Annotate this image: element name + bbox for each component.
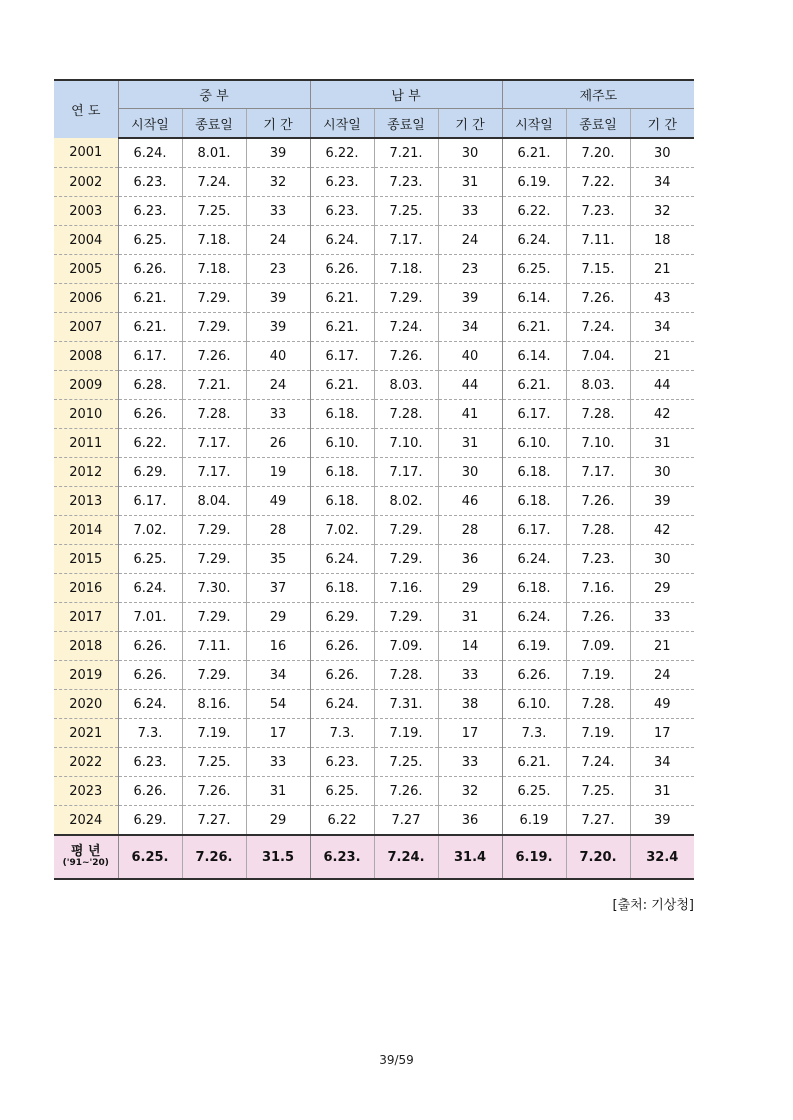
value-cell: 7.11. xyxy=(566,226,630,255)
value-cell: 8.03. xyxy=(566,371,630,400)
region-header-central: 중 부 xyxy=(118,80,310,109)
value-cell: 24 xyxy=(438,226,502,255)
value-cell: 6.29. xyxy=(118,806,182,836)
value-cell: 7.30. xyxy=(182,574,246,603)
value-cell: 6.23. xyxy=(118,748,182,777)
value-cell: 6.18. xyxy=(502,487,566,516)
value-cell: 37 xyxy=(246,574,310,603)
value-cell: 29 xyxy=(246,806,310,836)
value-cell: 7.16. xyxy=(374,574,438,603)
south-end-header: 종료일 xyxy=(374,109,438,139)
value-cell: 36 xyxy=(438,545,502,574)
value-cell: 29 xyxy=(246,603,310,632)
value-cell: 6.17. xyxy=(310,342,374,371)
value-cell: 23 xyxy=(246,255,310,284)
value-cell: 26 xyxy=(246,429,310,458)
jeju-duration-header: 기 간 xyxy=(630,109,694,139)
value-cell: 7.17. xyxy=(566,458,630,487)
value-cell: 6.23. xyxy=(310,197,374,226)
value-cell: 6.26. xyxy=(310,661,374,690)
value-cell: 7.04. xyxy=(566,342,630,371)
value-cell: 8.04. xyxy=(182,487,246,516)
value-cell: 7.18. xyxy=(374,255,438,284)
table-row xyxy=(54,603,694,632)
value-cell: 7.15. xyxy=(566,255,630,284)
value-cell: 7.29. xyxy=(182,516,246,545)
value-cell: 6.24. xyxy=(310,545,374,574)
value-cell: 6.17. xyxy=(118,487,182,516)
value-cell: 6.28. xyxy=(118,371,182,400)
value-cell: 7.29. xyxy=(182,284,246,313)
average-value-cell: 7.24. xyxy=(374,835,438,879)
value-cell: 6.26. xyxy=(118,777,182,806)
value-cell: 35 xyxy=(246,545,310,574)
value-cell: 30 xyxy=(438,458,502,487)
value-cell: 6.26. xyxy=(310,255,374,284)
value-cell: 7.26. xyxy=(566,487,630,516)
value-cell: 31 xyxy=(438,429,502,458)
value-cell: 7.26. xyxy=(374,777,438,806)
table-row xyxy=(54,371,694,400)
value-cell: 24 xyxy=(246,371,310,400)
value-cell: 30 xyxy=(630,138,694,168)
value-cell: 7.24. xyxy=(566,313,630,342)
value-cell: 7.28. xyxy=(566,516,630,545)
value-cell: 7.22. xyxy=(566,168,630,197)
value-cell: 7.17. xyxy=(374,226,438,255)
value-cell: 6.18. xyxy=(502,458,566,487)
value-cell: 7.17. xyxy=(182,429,246,458)
average-value-cell: 6.19. xyxy=(502,835,566,879)
value-cell: 6.21. xyxy=(502,138,566,168)
value-cell: 6.24. xyxy=(502,545,566,574)
value-cell: 6.26. xyxy=(118,400,182,429)
value-cell: 7.25. xyxy=(182,197,246,226)
year-cell: 2024 xyxy=(54,806,118,836)
value-cell: 6.21. xyxy=(310,284,374,313)
value-cell: 32 xyxy=(246,168,310,197)
value-cell: 6.24. xyxy=(310,690,374,719)
value-cell: 7.29. xyxy=(182,313,246,342)
value-cell: 6.24. xyxy=(118,574,182,603)
year-cell: 2001 xyxy=(54,138,118,168)
table-row xyxy=(54,574,694,603)
average-value-cell: 6.25. xyxy=(118,835,182,879)
value-cell: 6.21. xyxy=(502,371,566,400)
value-cell: 7.19. xyxy=(566,661,630,690)
value-cell: 7.28. xyxy=(374,400,438,429)
value-cell: 44 xyxy=(630,371,694,400)
value-cell: 6.10. xyxy=(310,429,374,458)
value-cell: 6.21. xyxy=(310,313,374,342)
value-cell: 28 xyxy=(246,516,310,545)
value-cell: 6.14. xyxy=(502,342,566,371)
table-row xyxy=(54,400,694,429)
value-cell: 7.17. xyxy=(374,458,438,487)
region-header-jeju: 제주도 xyxy=(502,80,694,109)
value-cell: 7.10. xyxy=(374,429,438,458)
year-cell: 2023 xyxy=(54,777,118,806)
table-row xyxy=(54,661,694,690)
value-cell: 33 xyxy=(438,661,502,690)
value-cell: 7.25. xyxy=(374,197,438,226)
average-value-cell: 31.4 xyxy=(438,835,502,879)
value-cell: 30 xyxy=(438,138,502,168)
value-cell: 33 xyxy=(630,603,694,632)
value-cell: 54 xyxy=(246,690,310,719)
value-cell: 39 xyxy=(630,806,694,836)
year-cell: 2015 xyxy=(54,545,118,574)
year-cell: 2004 xyxy=(54,226,118,255)
table-row xyxy=(54,545,694,574)
value-cell: 6.24. xyxy=(118,138,182,168)
value-cell: 41 xyxy=(438,400,502,429)
year-cell: 2016 xyxy=(54,574,118,603)
value-cell: 6.21. xyxy=(118,313,182,342)
value-cell: 31 xyxy=(630,777,694,806)
value-cell: 6.23. xyxy=(310,748,374,777)
year-cell: 2008 xyxy=(54,342,118,371)
value-cell: 39 xyxy=(246,138,310,168)
value-cell: 7.21. xyxy=(182,371,246,400)
value-cell: 6.17. xyxy=(118,342,182,371)
value-cell: 7.25. xyxy=(182,748,246,777)
value-cell: 33 xyxy=(246,748,310,777)
value-cell: 6.29. xyxy=(310,603,374,632)
year-cell: 2017 xyxy=(54,603,118,632)
value-cell: 6.14. xyxy=(502,284,566,313)
value-cell: 6.24. xyxy=(118,690,182,719)
value-cell: 43 xyxy=(630,284,694,313)
value-cell: 28 xyxy=(438,516,502,545)
value-cell: 38 xyxy=(438,690,502,719)
value-cell: 7.20. xyxy=(566,138,630,168)
value-cell: 7.17. xyxy=(182,458,246,487)
value-cell: 6.23. xyxy=(310,168,374,197)
average-period: ('91~'20) xyxy=(62,858,109,869)
year-cell: 2011 xyxy=(54,429,118,458)
source-note: [출처: 기상청] xyxy=(612,898,694,913)
value-cell: 36 xyxy=(438,806,502,836)
value-cell: 18 xyxy=(630,226,694,255)
monsoon-table xyxy=(54,79,694,880)
value-cell: 33 xyxy=(246,400,310,429)
value-cell: 7.26. xyxy=(566,284,630,313)
value-cell: 7.10. xyxy=(566,429,630,458)
table-header xyxy=(54,80,694,138)
value-cell: 7.11. xyxy=(182,632,246,661)
value-cell: 44 xyxy=(438,371,502,400)
value-cell: 6.21. xyxy=(502,748,566,777)
year-cell: 2003 xyxy=(54,197,118,226)
table-row xyxy=(54,806,694,836)
value-cell: 49 xyxy=(630,690,694,719)
value-cell: 7.3. xyxy=(118,719,182,748)
value-cell: 34 xyxy=(630,168,694,197)
table-row xyxy=(54,284,694,313)
value-cell: 7.29. xyxy=(182,545,246,574)
table-row xyxy=(54,777,694,806)
value-cell: 7.27. xyxy=(182,806,246,836)
value-cell: 24 xyxy=(630,661,694,690)
value-cell: 7.27. xyxy=(566,806,630,836)
table-row xyxy=(54,516,694,545)
value-cell: 8.02. xyxy=(374,487,438,516)
value-cell: 17 xyxy=(246,719,310,748)
value-cell: 6.24. xyxy=(310,226,374,255)
value-cell: 34 xyxy=(438,313,502,342)
value-cell: 6.22. xyxy=(310,138,374,168)
value-cell: 6.18. xyxy=(310,487,374,516)
value-cell: 6.19. xyxy=(502,168,566,197)
value-cell: 7.09. xyxy=(566,632,630,661)
table-row xyxy=(54,748,694,777)
value-cell: 6.25. xyxy=(502,255,566,284)
value-cell: 6.22 xyxy=(310,806,374,836)
value-cell: 7.09. xyxy=(374,632,438,661)
table-row xyxy=(54,255,694,284)
value-cell: 31 xyxy=(438,603,502,632)
value-cell: 6.25. xyxy=(118,545,182,574)
value-cell: 7.02. xyxy=(310,516,374,545)
value-cell: 19 xyxy=(246,458,310,487)
year-cell: 2021 xyxy=(54,719,118,748)
jeju-start-header: 시작일 xyxy=(502,109,566,139)
south-start-header: 시작일 xyxy=(310,109,374,139)
value-cell: 6.10. xyxy=(502,429,566,458)
value-cell: 39 xyxy=(246,313,310,342)
value-cell: 42 xyxy=(630,400,694,429)
value-cell: 6.10. xyxy=(502,690,566,719)
value-cell: 7.23. xyxy=(566,197,630,226)
year-cell: 2022 xyxy=(54,748,118,777)
table-row xyxy=(54,632,694,661)
value-cell: 6.18. xyxy=(310,574,374,603)
value-cell: 8.16. xyxy=(182,690,246,719)
value-cell: 6.25. xyxy=(118,226,182,255)
value-cell: 6.23. xyxy=(118,168,182,197)
region-header-south: 남 부 xyxy=(310,80,502,109)
value-cell: 31 xyxy=(438,168,502,197)
value-cell: 14 xyxy=(438,632,502,661)
value-cell: 7.18. xyxy=(182,226,246,255)
year-cell: 2020 xyxy=(54,690,118,719)
value-cell: 33 xyxy=(246,197,310,226)
value-cell: 7.28. xyxy=(182,400,246,429)
average-value-cell: 6.23. xyxy=(310,835,374,879)
value-cell: 6.26. xyxy=(502,661,566,690)
value-cell: 6.19 xyxy=(502,806,566,836)
value-cell: 7.29. xyxy=(374,603,438,632)
table-row xyxy=(54,313,694,342)
value-cell: 33 xyxy=(438,748,502,777)
value-cell: 7.16. xyxy=(566,574,630,603)
year-cell: 2007 xyxy=(54,313,118,342)
value-cell: 16 xyxy=(246,632,310,661)
value-cell: 7.24. xyxy=(374,313,438,342)
value-cell: 7.19. xyxy=(182,719,246,748)
page-number: 39/59 xyxy=(379,1053,414,1067)
value-cell: 7.29. xyxy=(182,603,246,632)
value-cell: 6.24. xyxy=(502,603,566,632)
jeju-end-header: 종료일 xyxy=(566,109,630,139)
average-value-cell: 7.26. xyxy=(182,835,246,879)
value-cell: 7.19. xyxy=(566,719,630,748)
value-cell: 6.21. xyxy=(118,284,182,313)
value-cell: 7.28. xyxy=(566,690,630,719)
value-cell: 7.01. xyxy=(118,603,182,632)
year-cell: 2013 xyxy=(54,487,118,516)
year-cell: 2018 xyxy=(54,632,118,661)
value-cell: 7.26. xyxy=(566,603,630,632)
value-cell: 24 xyxy=(246,226,310,255)
value-cell: 6.17. xyxy=(502,400,566,429)
value-cell: 7.29. xyxy=(374,516,438,545)
value-cell: 39 xyxy=(630,487,694,516)
value-cell: 6.24. xyxy=(502,226,566,255)
value-cell: 7.24. xyxy=(566,748,630,777)
central-start-header: 시작일 xyxy=(118,109,182,139)
year-cell: 2014 xyxy=(54,516,118,545)
year-cell: 2010 xyxy=(54,400,118,429)
value-cell: 17 xyxy=(630,719,694,748)
value-cell: 34 xyxy=(630,313,694,342)
value-cell: 6.21. xyxy=(310,371,374,400)
value-cell: 34 xyxy=(630,748,694,777)
value-cell: 40 xyxy=(246,342,310,371)
value-cell: 34 xyxy=(246,661,310,690)
average-value-cell: 7.20. xyxy=(566,835,630,879)
value-cell: 7.18. xyxy=(182,255,246,284)
value-cell: 6.26. xyxy=(118,255,182,284)
value-cell: 7.26. xyxy=(374,342,438,371)
value-cell: 46 xyxy=(438,487,502,516)
value-cell: 6.26. xyxy=(118,661,182,690)
table-row xyxy=(54,342,694,371)
table-row xyxy=(54,487,694,516)
average-value-cell: 31.5 xyxy=(246,835,310,879)
table-row xyxy=(54,690,694,719)
value-cell: 6.29. xyxy=(118,458,182,487)
table-row xyxy=(54,458,694,487)
value-cell: 6.18. xyxy=(502,574,566,603)
value-cell: 39 xyxy=(246,284,310,313)
value-cell: 31 xyxy=(246,777,310,806)
value-cell: 32 xyxy=(438,777,502,806)
value-cell: 7.29. xyxy=(374,545,438,574)
value-cell: 42 xyxy=(630,516,694,545)
value-cell: 6.18. xyxy=(310,458,374,487)
value-cell: 6.25. xyxy=(310,777,374,806)
table-row xyxy=(54,226,694,255)
value-cell: 7.27 xyxy=(374,806,438,836)
year-cell: 2019 xyxy=(54,661,118,690)
value-cell: 7.24. xyxy=(182,168,246,197)
value-cell: 49 xyxy=(246,487,310,516)
value-cell: 7.23. xyxy=(566,545,630,574)
value-cell: 23 xyxy=(438,255,502,284)
value-cell: 6.18. xyxy=(310,400,374,429)
value-cell: 6.17. xyxy=(502,516,566,545)
table-row xyxy=(54,429,694,458)
average-label-cell xyxy=(54,835,118,879)
value-cell: 7.26. xyxy=(182,777,246,806)
value-cell: 7.26. xyxy=(182,342,246,371)
value-cell: 29 xyxy=(438,574,502,603)
value-cell: 7.3. xyxy=(310,719,374,748)
value-cell: 6.22. xyxy=(118,429,182,458)
value-cell: 7.3. xyxy=(502,719,566,748)
year-column-header: 연 도 xyxy=(54,80,118,138)
value-cell: 7.28. xyxy=(374,661,438,690)
value-cell: 6.22. xyxy=(502,197,566,226)
year-cell: 2012 xyxy=(54,458,118,487)
value-cell: 7.25. xyxy=(374,748,438,777)
average-row xyxy=(54,835,694,879)
central-duration-header: 기 간 xyxy=(246,109,310,139)
value-cell: 29 xyxy=(630,574,694,603)
year-cell: 2009 xyxy=(54,371,118,400)
table-row xyxy=(54,197,694,226)
value-cell: 7.21. xyxy=(374,138,438,168)
value-cell: 6.23. xyxy=(118,197,182,226)
table-row xyxy=(54,138,694,168)
year-cell: 2006 xyxy=(54,284,118,313)
south-duration-header: 기 간 xyxy=(438,109,502,139)
year-cell: 2005 xyxy=(54,255,118,284)
value-cell: 7.29. xyxy=(374,284,438,313)
year-cell: 2002 xyxy=(54,168,118,197)
value-cell: 39 xyxy=(438,284,502,313)
value-cell: 6.21. xyxy=(502,313,566,342)
value-cell: 21 xyxy=(630,255,694,284)
value-cell: 33 xyxy=(438,197,502,226)
average-label: 평 년 xyxy=(70,844,101,860)
value-cell: 21 xyxy=(630,632,694,661)
value-cell: 40 xyxy=(438,342,502,371)
value-cell: 6.19. xyxy=(502,632,566,661)
value-cell: 32 xyxy=(630,197,694,226)
value-cell: 8.01. xyxy=(182,138,246,168)
value-cell: 17 xyxy=(438,719,502,748)
value-cell: 21 xyxy=(630,342,694,371)
value-cell: 6.26. xyxy=(310,632,374,661)
central-end-header: 종료일 xyxy=(182,109,246,139)
value-cell: 30 xyxy=(630,458,694,487)
table-body xyxy=(54,138,694,879)
value-cell: 31 xyxy=(630,429,694,458)
value-cell: 30 xyxy=(630,545,694,574)
table-row xyxy=(54,719,694,748)
value-cell: 6.26. xyxy=(118,632,182,661)
average-value-cell: 32.4 xyxy=(630,835,694,879)
value-cell: 7.25. xyxy=(566,777,630,806)
value-cell: 8.03. xyxy=(374,371,438,400)
value-cell: 7.31. xyxy=(374,690,438,719)
table-row xyxy=(54,168,694,197)
value-cell: 6.25. xyxy=(502,777,566,806)
value-cell: 7.23. xyxy=(374,168,438,197)
value-cell: 7.19. xyxy=(374,719,438,748)
value-cell: 7.02. xyxy=(118,516,182,545)
value-cell: 7.28. xyxy=(566,400,630,429)
value-cell: 7.29. xyxy=(182,661,246,690)
